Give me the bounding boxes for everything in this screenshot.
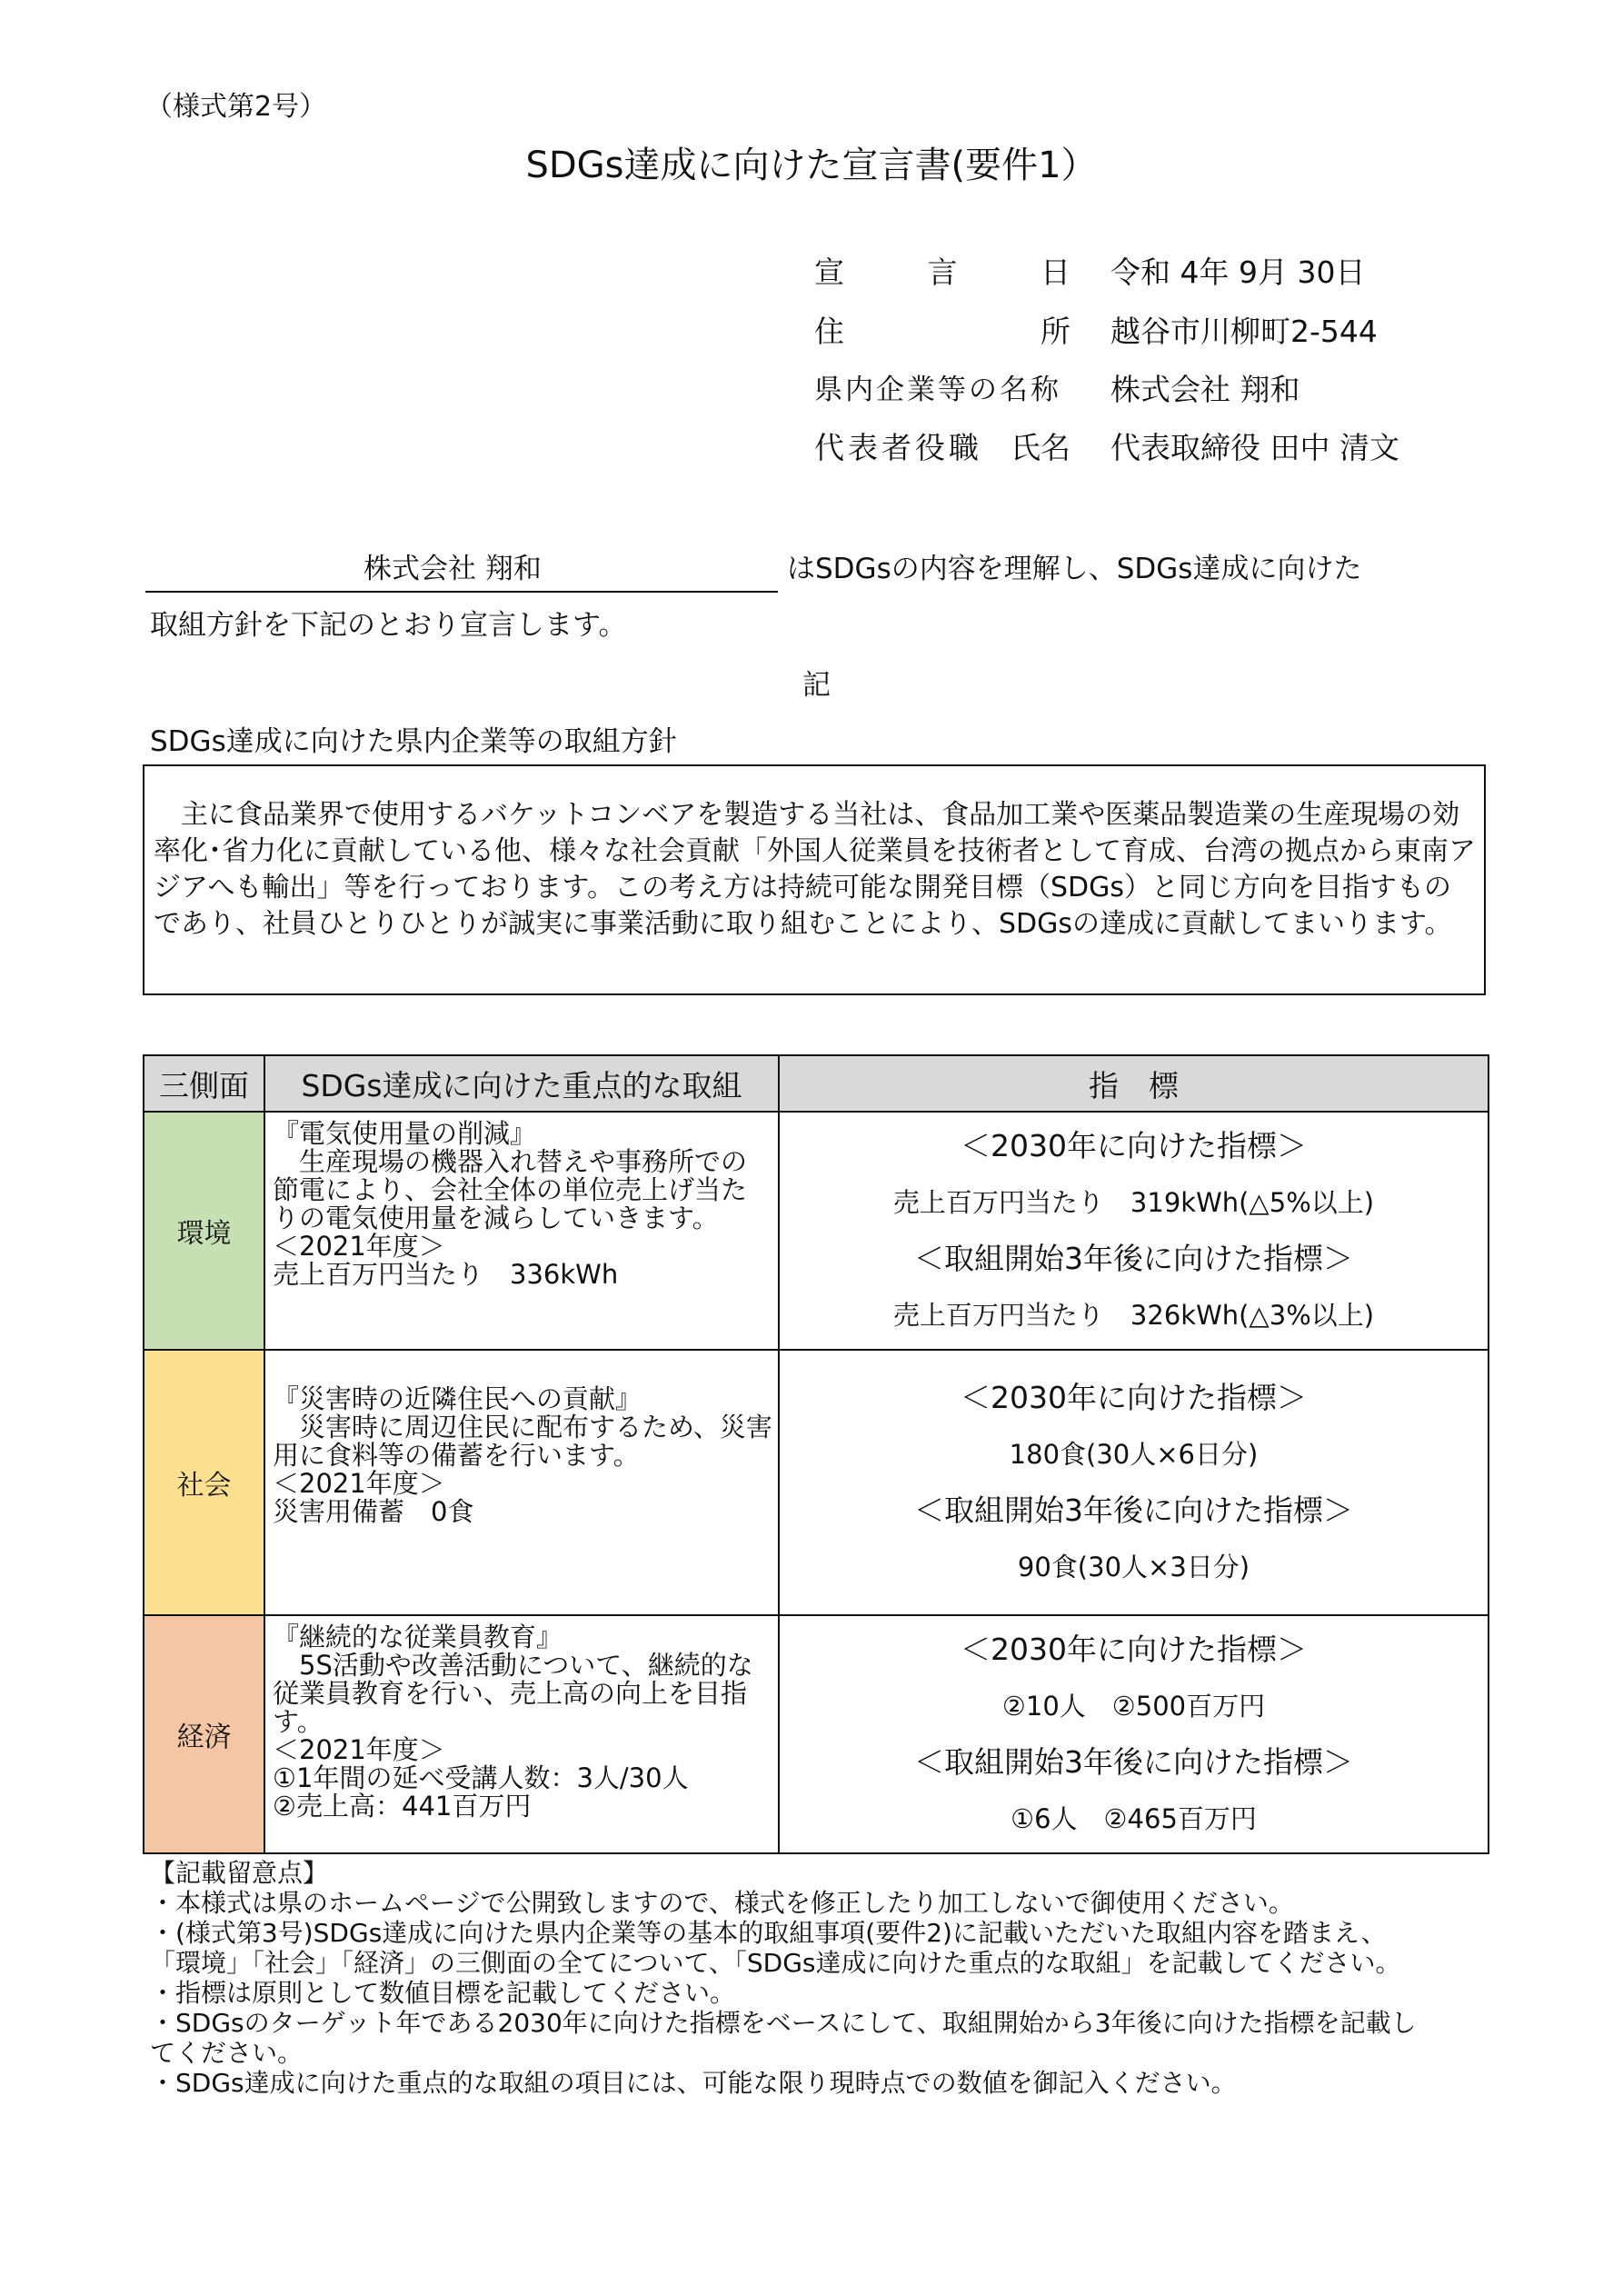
ki-heading: 記: [802, 669, 831, 702]
company-name-value: 株式会社 翔和: [1110, 372, 1300, 407]
side-cell: 環境: [144, 1112, 264, 1350]
table-row: [144, 1112, 1489, 1350]
table-row: [144, 1615, 1489, 1853]
form-number: （様式第2号）: [145, 91, 327, 123]
declaration-company: 株式会社 翔和: [363, 553, 542, 585]
address-label: 住 所: [814, 314, 1070, 349]
indicator-cell: ＜2030年に向けた指標＞ 売上百万円当たり 319kWh(△5%以上) ＜取組開始3年後に向けた指標＞ 売上百万円当たり 326kWh(△3%以上): [779, 1112, 1489, 1350]
note-item: 「環境」「社会」「経済」の三側面の全てについて、「SDGs達成に向けた重点的な取組」を記載してください。: [150, 1948, 1401, 1978]
header-indicator: 指 標: [779, 1055, 1489, 1112]
header-side: 三側面: [144, 1055, 264, 1112]
policy-heading: SDGs達成に向けた県内企業等の取組方針: [150, 725, 677, 758]
indicator-cell: ＜2030年に向けた指標＞ 180食(30人×6日分) ＜取組開始3年後に向けた指標＞ 90食(30人×3日分): [779, 1350, 1489, 1615]
policy-box: [143, 764, 1486, 995]
note-item: ・SDGsのターゲット年である2030年に向けた指標をベースにして、取組開始から3年後に向けた指標を記載し: [150, 2008, 1417, 2038]
policy-text: 主に食品業界で使用するバケットコンベアを製造する当社は、食品加工業や医薬品製造業の生産現場の効率化･省力化に貢献している他、様々な社会貢献「外国人従業員を技術者として育成、台湾の拠点から東南アジアへも輸出」等を行っております。この考え方は持続可能な開発目標（SDGs）と同じ方向を目指すものであり、社員ひとりひとりが誠実に事業活動に取り組むことにより、SDGsの達成に貢献してまいります。: [154, 799, 1476, 940]
note-item: ・SDGs達成に向けた重点的な取組の項目には、可能な限り現時点での数値を御記入ください。: [150, 2068, 1237, 2098]
table-row: [144, 1350, 1489, 1615]
representative-value: 代表取締役 田中 清文: [1110, 430, 1399, 465]
note-item: てください。: [150, 2038, 304, 2068]
sdg-table: [143, 1054, 1489, 1854]
company-name-label: 県内企業等の名称: [814, 374, 1061, 406]
notes-heading: 【記載留意点】: [150, 1858, 329, 1888]
header-action: SDGs達成に向けた重点的な取組: [264, 1055, 779, 1112]
declaration-text-1: はSDGsの内容を理解し、SDGs達成に向けた: [787, 553, 1362, 585]
side-cell: 経済: [144, 1615, 264, 1853]
action-cell: 『継続的な従業員教育』 5S活動や改善活動について、継続的な従業員教育を行い、売上高の向上を目指す。 ＜2021年度＞ ①1年間の延べ受講人数：3人/30人 ②売上高：441百万円: [264, 1615, 779, 1853]
declaration-date-label: 宣 言 日: [814, 255, 1070, 290]
declaration-underline: [145, 591, 778, 593]
note-item: ・指標は原則として数値目標を記載してください。: [150, 1978, 736, 2008]
declaration-text-2: 取組方針を下記のとおり宣言します。: [150, 609, 627, 642]
note-item: ・本様式は県のホームページで公開致しますので、様式を修正したり加工しないで御使用ください。: [150, 1888, 1294, 1918]
note-item: ・(様式第3号)SDGs達成に向けた県内企業等の基本的取組事項(要件2)に記載いただいた取組内容を踏まえ、: [150, 1918, 1387, 1948]
table-header-row: [144, 1055, 1489, 1112]
declaration-date-value: 令和 4年 9月 30日: [1110, 255, 1366, 290]
page-title: SDGs達成に向けた宣言書(要件1）: [525, 145, 1098, 186]
notes-section: [150, 1858, 1417, 2098]
action-cell: 『電気使用量の削減』 生産現場の機器入れ替えや事務所での節電により、会社全体の単位売上げ当たりの電気使用量を減らしていきます。 ＜2021年度＞ 売上百万円当たり 336kWh: [264, 1112, 779, 1350]
indicator-cell: ＜2030年に向けた指標＞ ②10人 ②500百万円 ＜取組開始3年後に向けた指標＞ ①6人 ②465百万円: [779, 1615, 1489, 1853]
side-cell: 社会: [144, 1350, 264, 1615]
address-value: 越谷市川柳町2-544: [1110, 314, 1378, 349]
action-cell: 『災害時の近隣住民への貢献』 災害時に周辺住民に配布するため、災害用に食料等の備蓄を行います。 ＜2021年度＞ 災害用備蓄 0食: [264, 1350, 779, 1615]
representative-label: 代表者役職 氏名: [814, 430, 1070, 465]
